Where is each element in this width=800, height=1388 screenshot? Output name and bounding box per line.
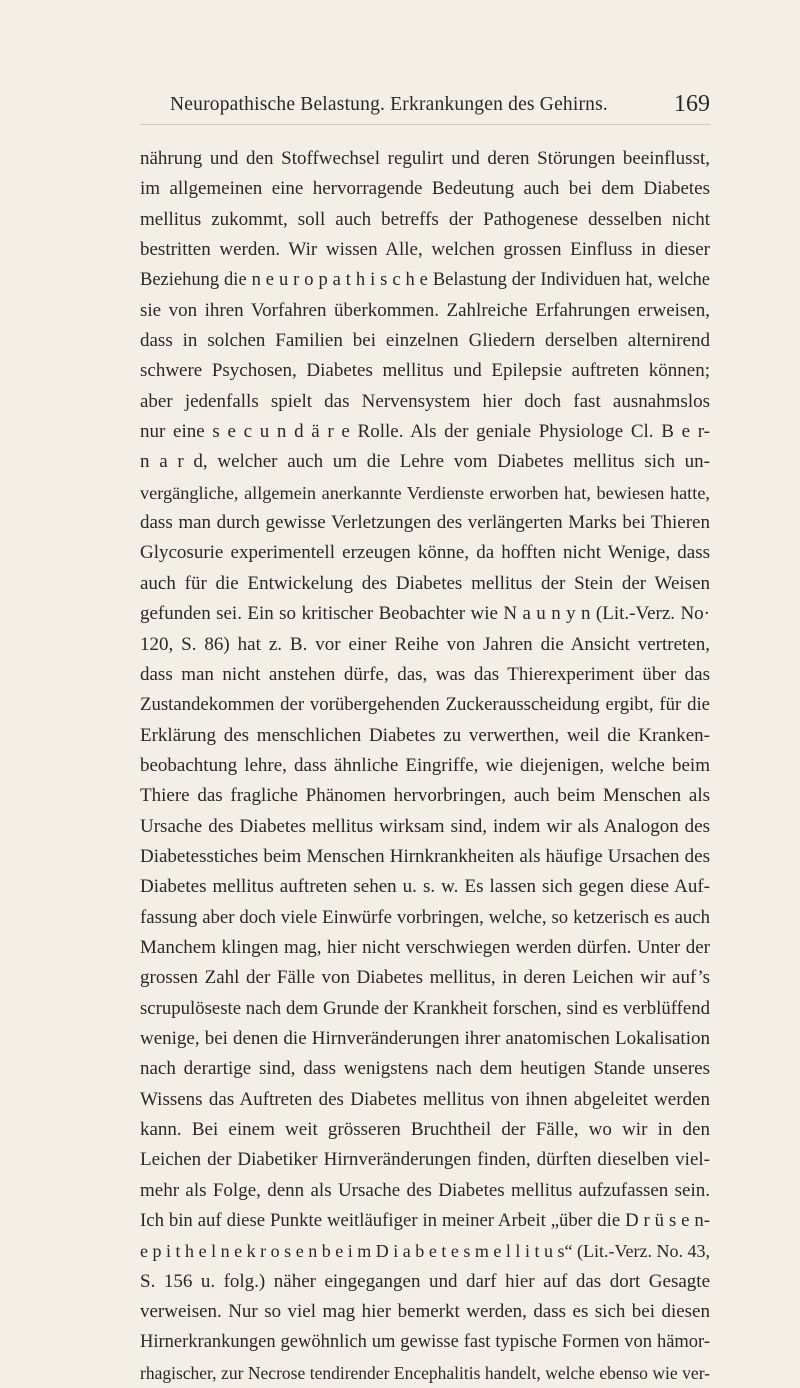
text-line: kann. Bei einem weit grösseren Bruchtheil der Fälle, wo wir in den bbox=[140, 1119, 710, 1140]
text-line: grossen Zahl der Fälle von Diabetes mellitus, in deren Leichen wir auf’s bbox=[140, 967, 710, 989]
text-line: Erklärung des menschlichen Diabetes zu verwerthen, weil die Kranken- bbox=[140, 724, 710, 746]
text-line: dass man durch gewisse Verletzungen des verlängerten Marks bei Thieren bbox=[140, 512, 710, 534]
text-line: Ich bin auf diese Punkte weitläufiger in meiner Arbeit „über die D r ü s e n- bbox=[140, 1210, 710, 1232]
text-line: im allgemeinen eine hervorragende Bedeutung auch bei dem Diabetes bbox=[140, 178, 710, 200]
text-line: sie von ihren Vorfahren überkommen. Zahlreiche Erfahrungen erweisen, bbox=[140, 299, 710, 321]
text-line: Diabetesstiches beim Menschen Hirnkrankheiten als häufige Ursachen des bbox=[140, 845, 710, 867]
body-text bbox=[140, 144, 710, 1388]
text-line: gefunden sei. Ein so kritischer Beobachter wie N a u n y n (Lit.-Verz. No· bbox=[140, 603, 710, 625]
text-line: n a r d, welcher auch um die Lehre vom Diabetes mellitus sich un- bbox=[140, 451, 710, 473]
text-line: wenige, bei denen die Hirnveränderungen ihrer anatomischen Lokalisation bbox=[140, 1027, 710, 1049]
text-line: Leichen der Diabetiker Hirnveränderungen finden, dürften dieselben viel- bbox=[140, 1149, 710, 1171]
text-line: rhagischer, zur Necrose tendirender Encephalitis handelt, welche ebenso wie ver- bbox=[140, 1362, 710, 1383]
text-line: aber jedenfalls spielt das Nervensystem hier doch fast ausnahmslos bbox=[140, 390, 710, 412]
header-rule bbox=[140, 124, 710, 125]
text-line: S. 156 u. folg.) näher eingegangen und darf hier auf das dort Gesagte bbox=[140, 1270, 710, 1292]
text-line: 120, S. 86) hat z. B. vor einer Reihe von Jahren die Ansicht vertreten, bbox=[140, 633, 710, 655]
text-line: mellitus zukommt, soll auch betreffs der Pathogenese desselben nicht bbox=[140, 208, 710, 230]
text-line: Thiere das fragliche Phänomen hervorbringen, auch beim Menschen als bbox=[140, 785, 710, 807]
text-line: nur eine s e c u n d ä r e Rolle. Als der geniale Physiologe Cl. B e r- bbox=[140, 421, 710, 443]
text-line: verweisen. Nur so viel mag hier bemerkt werden, dass es sich bei diesen bbox=[140, 1301, 710, 1323]
text-line: Glycosurie experimentell erzeugen könne, da hofften nicht Wenige, dass bbox=[140, 542, 710, 564]
text-line: Diabetes mellitus auftreten sehen u. s. w. Es lassen sich gegen diese Auf- bbox=[140, 876, 710, 898]
text-line: bestritten werden. Wir wissen Alle, welchen grossen Einfluss in dieser bbox=[140, 239, 710, 261]
text-line: Beziehung die n e u r o p a t h i s c h e Belastung der Individuen hat, welche bbox=[140, 270, 710, 291]
text-line: auch für die Entwickelung des Diabetes mellitus der Stein der Weisen bbox=[140, 572, 710, 594]
text-line: dass in solchen Familien bei einzelnen Gliedern derselben alternirend bbox=[140, 330, 710, 352]
text-line: nach derartige sind, dass wenigstens nach dem heutigen Stande unseres bbox=[140, 1058, 710, 1080]
text-line: e p i t h e l n e k r o s e n b e i m D i a b e t e s m e l l i t u s“ (Lit.-Verz. No. 43, bbox=[140, 1241, 710, 1262]
text-line: beobachtung lehre, dass ähnliche Eingriffe, wie diejenigen, welche beim bbox=[140, 754, 710, 776]
text-line: dass man nicht anstehen dürfe, das, was das Thierexperiment über das bbox=[140, 663, 710, 685]
text-line: vergängliche, allgemein anerkannte Verdienste erworben hat, bewiesen hatte, bbox=[140, 482, 710, 503]
text-line: scrupulöseste nach dem Grunde der Krankheit forschen, sind es verblüffend bbox=[140, 997, 710, 1019]
text-line: Zustandekommen der vorübergehenden Zuckerausscheidung ergibt, für die bbox=[140, 694, 710, 716]
text-line: Ursache des Diabetes mellitus wirksam sind, indem wir als Analogon des bbox=[140, 815, 710, 837]
page-header bbox=[170, 91, 710, 122]
text-line: mehr als Folge, denn als Ursache des Diabetes mellitus aufzufassen sein. bbox=[140, 1179, 710, 1201]
page-number: 169 bbox=[674, 91, 710, 117]
text-line: nährung und den Stoffwechsel regulirt und deren Störungen beeinflusst, bbox=[140, 148, 710, 169]
text-line: Hirnerkrankungen gewöhnlich um gewisse fast typische Formen von hämor- bbox=[140, 1332, 710, 1353]
text-line: Manchem klingen mag, hier nicht verschwiegen werden dürfen. Unter der bbox=[140, 936, 710, 958]
text-line: fassung aber doch viele Einwürfe vorbringen, welche, so ketzerisch es auch bbox=[140, 906, 710, 928]
text-line: schwere Psychosen, Diabetes mellitus und Epilepsie auftreten können; bbox=[140, 360, 710, 382]
text-line: Wissens das Auftreten des Diabetes mellitus von ihnen abgeleitet werden bbox=[140, 1088, 710, 1110]
running-title: Neuropathische Belastung. Erkrankungen des Gehirns. bbox=[170, 94, 609, 115]
